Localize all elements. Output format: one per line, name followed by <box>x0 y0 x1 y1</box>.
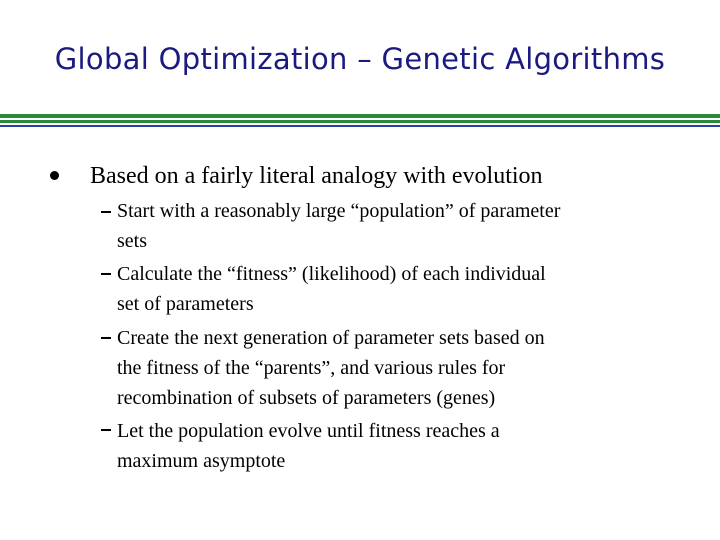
sub-item-3-line-3: recombination of subsets of parameters (genes) <box>117 387 496 409</box>
sub-item-3-line-1: Create the next generation of parameter sets based on <box>117 327 545 349</box>
dash-icon <box>101 337 111 339</box>
bullet-dot-icon <box>50 171 59 180</box>
sub-item-4-line-2: maximum asymptote <box>117 450 286 472</box>
dash-icon <box>101 429 111 431</box>
dash-icon <box>101 273 111 275</box>
slide-title: Global Optimization – Genetic Algorithms <box>54 42 666 76</box>
sub-item-2-line-2: set of parameters <box>117 293 254 315</box>
main-bullet-text: Based on a fairly literal analogy with evolution <box>90 163 543 189</box>
sub-item-4-line-1: Let the population evolve until fitness reaches a <box>117 420 500 442</box>
sub-item-1-line-1: Start with a reasonably large “population” of parameter <box>117 200 561 222</box>
dash-icon <box>101 211 111 213</box>
sub-item-3-line-2: the fitness of the “parents”, and various rules for <box>117 357 506 379</box>
sub-item-2-line-1: Calculate the “fitness” (likelihood) of each individual <box>117 263 546 285</box>
sub-item-1-line-2: sets <box>117 230 147 252</box>
